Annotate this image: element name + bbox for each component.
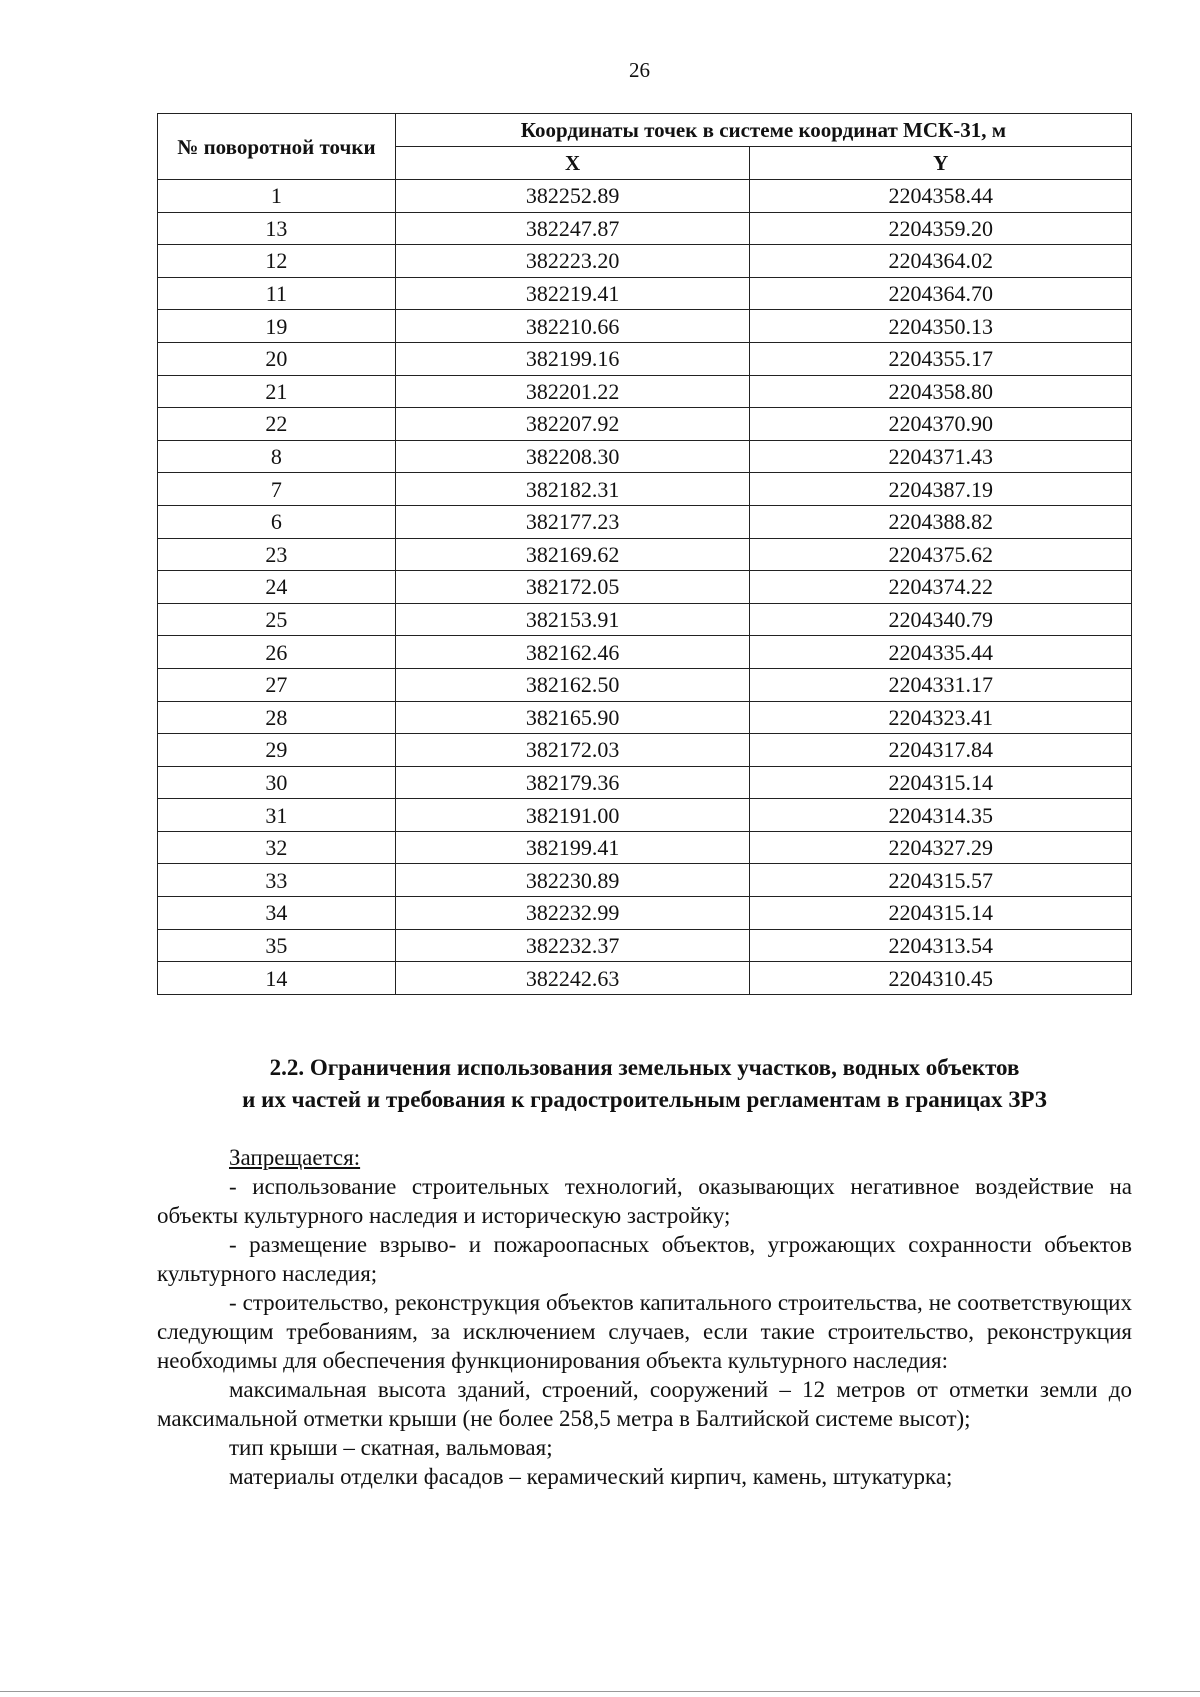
y-coordinate-cell: 2204371.43 [750, 440, 1132, 473]
prohibited-heading: Запрещается: [229, 1145, 361, 1170]
y-coordinate-cell: 2204374.22 [750, 571, 1132, 604]
table-row [158, 440, 1132, 473]
table-row [158, 603, 1132, 636]
table-row [158, 180, 1132, 213]
point-number-cell: 13 [158, 212, 396, 245]
y-coordinate-cell: 2204340.79 [750, 603, 1132, 636]
x-coordinate-cell: 382162.46 [395, 636, 750, 669]
y-coordinate-cell: 2204387.19 [750, 473, 1132, 506]
table-row [158, 929, 1132, 962]
x-coordinate-cell: 382230.89 [395, 864, 750, 897]
y-coordinate-cell: 2204364.70 [750, 277, 1132, 310]
section-title [157, 1052, 1132, 1116]
y-coordinate-cell: 2204327.29 [750, 831, 1132, 864]
y-coordinate-cell: 2204388.82 [750, 505, 1132, 538]
table-row [158, 766, 1132, 799]
paragraph: максимальная высота зданий, строений, сооружений – 12 метров от отметки земли до максимальной отметки крыши (не более 258,5 метра в Балтийской системе высот); [157, 1377, 1132, 1431]
paragraph: тип крыши – скатная, вальмовая; [229, 1435, 553, 1460]
point-number-cell: 28 [158, 701, 396, 734]
y-coordinate-cell: 2204310.45 [750, 962, 1132, 995]
table-row [158, 734, 1132, 767]
point-number-cell: 6 [158, 505, 396, 538]
section-title-line-1: 2.2. Ограничения использования земельных участков, водных объектов [269, 1055, 1020, 1080]
x-coordinate-cell: 382207.92 [395, 408, 750, 441]
point-number-cell: 8 [158, 440, 396, 473]
point-number-cell: 19 [158, 310, 396, 343]
table-row [158, 277, 1132, 310]
point-number-cell: 24 [158, 571, 396, 604]
scan-edge-line [0, 1691, 1200, 1692]
point-number-cell: 21 [158, 375, 396, 408]
point-number-cell: 25 [158, 603, 396, 636]
y-coordinate-cell: 2204375.62 [750, 538, 1132, 571]
table-row [158, 962, 1132, 995]
table-row [158, 310, 1132, 343]
point-number-cell: 35 [158, 929, 396, 962]
x-coordinate-cell: 382177.23 [395, 505, 750, 538]
table-row [158, 864, 1132, 897]
x-coordinate-cell: 382182.31 [395, 473, 750, 506]
table-row [158, 897, 1132, 930]
y-coordinate-cell: 2204323.41 [750, 701, 1132, 734]
y-coordinate-cell: 2204359.20 [750, 212, 1132, 245]
paragraph: - размещение взрыво- и пожароопасных объектов, угрожающих сохранности объектов культурного наследия; [157, 1232, 1132, 1286]
y-coordinate-cell: 2204358.44 [750, 180, 1132, 213]
y-coordinate-cell: 2204370.90 [750, 408, 1132, 441]
table-row [158, 375, 1132, 408]
point-number-cell: 32 [158, 831, 396, 864]
x-coordinate-cell: 382208.30 [395, 440, 750, 473]
section-body [157, 1143, 1132, 1491]
x-coordinate-cell: 382232.37 [395, 929, 750, 962]
y-coordinate-cell: 2204355.17 [750, 342, 1132, 375]
x-coordinate-cell: 382199.16 [395, 342, 750, 375]
y-coordinate-cell: 2204315.14 [750, 766, 1132, 799]
x-coordinate-cell: 382179.36 [395, 766, 750, 799]
point-number-cell: 22 [158, 408, 396, 441]
x-coordinate-cell: 382162.50 [395, 668, 750, 701]
table-row [158, 245, 1132, 278]
table-row [158, 636, 1132, 669]
header-x: X [395, 147, 750, 180]
coordinates-table [157, 113, 1132, 995]
point-number-cell: 14 [158, 962, 396, 995]
y-coordinate-cell: 2204315.14 [750, 897, 1132, 930]
x-coordinate-cell: 382223.20 [395, 245, 750, 278]
table-row [158, 831, 1132, 864]
point-number-cell: 27 [158, 668, 396, 701]
table-row [158, 408, 1132, 441]
x-coordinate-cell: 382191.00 [395, 799, 750, 832]
paragraph: - строительство, реконструкция объектов капитального строительства, не соответствующих следующим требованиям, за исключением случаев, если такие строительство, реконструкция необходимы для обеспечения функционирования объекта культурного наследия: [157, 1290, 1132, 1373]
y-coordinate-cell: 2204350.13 [750, 310, 1132, 343]
y-coordinate-cell: 2204317.84 [750, 734, 1132, 767]
x-coordinate-cell: 382153.91 [395, 603, 750, 636]
table-row [158, 538, 1132, 571]
x-coordinate-cell: 382165.90 [395, 701, 750, 734]
section-title-line-2: и их частей и требования к градостроительным регламентам в границах ЗРЗ [242, 1087, 1047, 1112]
x-coordinate-cell: 382201.22 [395, 375, 750, 408]
y-coordinate-cell: 2204335.44 [750, 636, 1132, 669]
x-coordinate-cell: 382172.05 [395, 571, 750, 604]
point-number-cell: 29 [158, 734, 396, 767]
page-number: 26 [629, 58, 650, 82]
point-number-cell: 34 [158, 897, 396, 930]
x-coordinate-cell: 382172.03 [395, 734, 750, 767]
table-row [158, 505, 1132, 538]
x-coordinate-cell: 382242.63 [395, 962, 750, 995]
y-coordinate-cell: 2204358.80 [750, 375, 1132, 408]
point-number-cell: 7 [158, 473, 396, 506]
x-coordinate-cell: 382199.41 [395, 831, 750, 864]
table-row [158, 571, 1132, 604]
point-number-cell: 30 [158, 766, 396, 799]
point-number-cell: 26 [158, 636, 396, 669]
paragraph: - использование строительных технологий, оказывающих негативное воздействие на объекты культурного наследия и историческую застройку; [157, 1174, 1132, 1228]
y-coordinate-cell: 2204364.02 [750, 245, 1132, 278]
x-coordinate-cell: 382247.87 [395, 212, 750, 245]
y-coordinate-cell: 2204314.35 [750, 799, 1132, 832]
point-number-cell: 20 [158, 342, 396, 375]
y-coordinate-cell: 2204313.54 [750, 929, 1132, 962]
point-number-cell: 23 [158, 538, 396, 571]
coordinates-table-body [158, 180, 1132, 995]
point-number-cell: 1 [158, 180, 396, 213]
y-coordinate-cell: 2204331.17 [750, 668, 1132, 701]
header-coordinates: Координаты точек в системе координат МСК-31, м [395, 114, 1131, 147]
x-coordinate-cell: 382252.89 [395, 180, 750, 213]
table-row [158, 342, 1132, 375]
y-coordinate-cell: 2204315.57 [750, 864, 1132, 897]
table-row [158, 473, 1132, 506]
table-row [158, 701, 1132, 734]
header-y: Y [750, 147, 1132, 180]
x-coordinate-cell: 382169.62 [395, 538, 750, 571]
table-row [158, 799, 1132, 832]
x-coordinate-cell: 382232.99 [395, 897, 750, 930]
table-row [158, 212, 1132, 245]
point-number-cell: 11 [158, 277, 396, 310]
header-point-number: № поворотной точки [158, 114, 396, 180]
table-row [158, 668, 1132, 701]
x-coordinate-cell: 382219.41 [395, 277, 750, 310]
paragraph: материалы отделки фасадов – керамический кирпич, камень, штукатурка; [229, 1464, 953, 1489]
point-number-cell: 33 [158, 864, 396, 897]
x-coordinate-cell: 382210.66 [395, 310, 750, 343]
point-number-cell: 12 [158, 245, 396, 278]
point-number-cell: 31 [158, 799, 396, 832]
